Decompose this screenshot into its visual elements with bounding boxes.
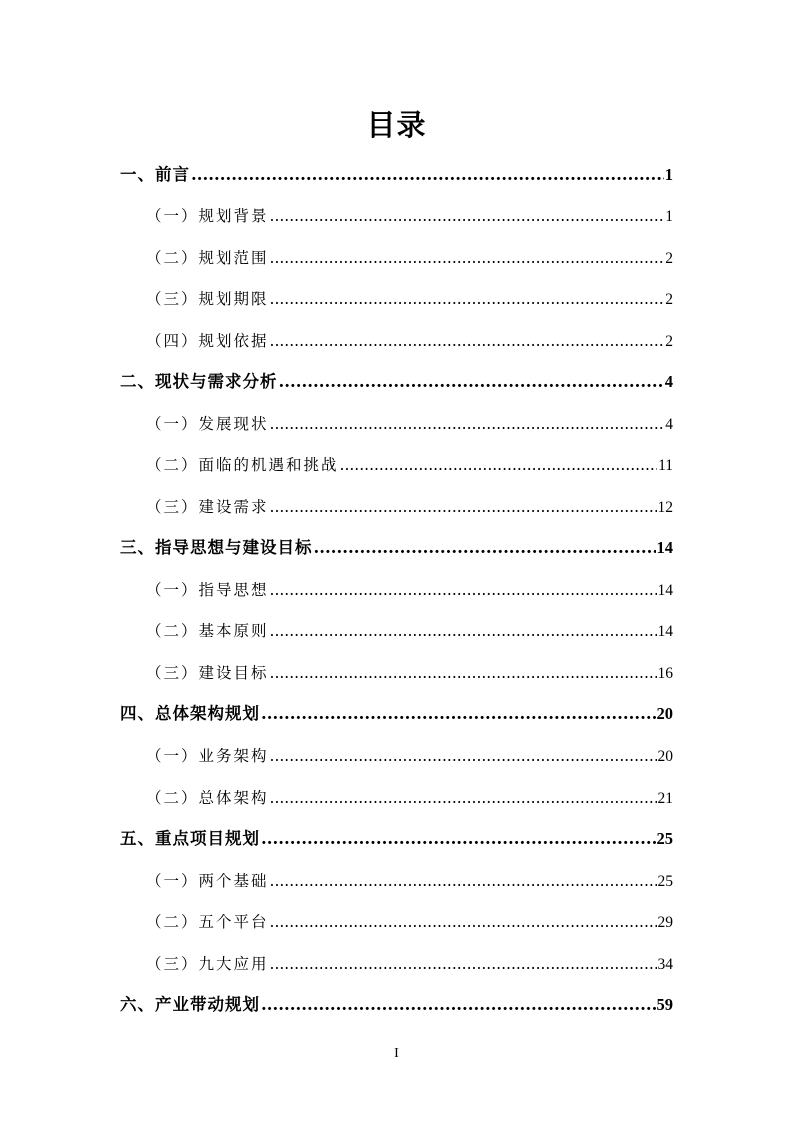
dot-leader: [314, 533, 656, 563]
toc-entry-level2[interactable]: [146, 284, 673, 314]
toc-entry-page: 34: [657, 956, 673, 973]
toc-entry-level2[interactable]: [146, 866, 673, 896]
toc-entry-level2[interactable]: [146, 783, 673, 813]
toc-entry-level2[interactable]: [146, 616, 673, 646]
toc-entry-level1[interactable]: [120, 699, 673, 729]
dot-leader: [279, 367, 664, 397]
toc-entry-label: （二）面临的机遇和挑战: [146, 456, 339, 474]
toc-entry-page: 14: [657, 582, 673, 599]
dot-leader: [270, 492, 657, 522]
dot-leader: [270, 866, 657, 896]
dot-leader: [270, 741, 657, 771]
toc-entry-label: （一）规划背景: [146, 207, 269, 225]
dot-leader: [261, 990, 656, 1020]
toc-entry-level2[interactable]: [146, 492, 673, 522]
toc-entry-page: 2: [665, 333, 673, 350]
toc-entry-level1[interactable]: [120, 160, 673, 190]
toc-entry-page: 16: [657, 665, 673, 682]
toc-entry-label: （一）两个基础: [146, 872, 269, 890]
toc-entry-page: 12: [657, 499, 673, 516]
toc-entry-level1[interactable]: [120, 990, 673, 1020]
dot-leader: [270, 575, 657, 605]
toc-entry-label: （三）规划期限: [146, 290, 269, 308]
toc-entry-label: （三）建设目标: [146, 664, 269, 682]
toc-entry-label: 三、指导思想与建设目标: [120, 538, 313, 557]
dot-leader: [270, 907, 657, 937]
toc-entry-page: 1: [665, 208, 673, 225]
toc-entry-label: （三）九大应用: [146, 955, 269, 973]
toc-entry-page: 25: [657, 873, 673, 890]
toc-entry-page: 1: [664, 165, 673, 184]
toc-entry-page: 29: [657, 914, 673, 931]
toc-entry-level2[interactable]: [146, 243, 673, 273]
toc-entry-page: 20: [657, 748, 673, 765]
dot-leader: [270, 616, 657, 646]
toc-entry-label: （二）基本原则: [146, 622, 269, 640]
toc-entry-page: 4: [664, 372, 673, 391]
dot-leader: [270, 284, 665, 314]
toc-entry-label: 二、现状与需求分析: [120, 372, 278, 391]
toc-entry-page: 21: [657, 790, 673, 807]
toc-entry-label: （一）发展现状: [146, 415, 269, 433]
toc-entry-label: （二）五个平台: [146, 913, 269, 931]
toc-entry-level2[interactable]: [146, 575, 673, 605]
toc-entry-label: （四）规划依据: [146, 332, 269, 350]
dot-leader: [270, 243, 665, 273]
toc-entry-label: （三）建设需求: [146, 498, 269, 516]
dot-leader: [270, 783, 657, 813]
toc-entry-label: （一）业务架构: [146, 747, 269, 765]
toc-entry-label: （二）总体架构: [146, 789, 269, 807]
dot-leader: [270, 201, 665, 231]
toc-entry-level2[interactable]: [146, 326, 673, 356]
dot-leader: [270, 326, 665, 356]
toc-entry-level2[interactable]: [146, 949, 673, 979]
dot-leader: [191, 160, 664, 190]
toc-entry-level2[interactable]: [146, 201, 673, 231]
toc-entry-level2[interactable]: [146, 409, 673, 439]
toc-entry-level2[interactable]: [146, 450, 673, 480]
toc-entry-page: 25: [656, 829, 673, 848]
toc-entry-label: 五、重点项目规划: [120, 829, 260, 848]
dot-leader: [261, 699, 656, 729]
toc-entry-page: 14: [656, 538, 673, 557]
dot-leader: [340, 450, 658, 480]
toc-entry-level1[interactable]: [120, 824, 673, 854]
dot-leader: [270, 949, 657, 979]
toc-entry-page: 20: [656, 704, 673, 723]
toc-entry-label: （一）指导思想: [146, 581, 269, 599]
toc-entry-page: 11: [658, 457, 673, 474]
toc-entry-label: 四、总体架构规划: [120, 704, 260, 723]
toc-entry-level2[interactable]: [146, 741, 673, 771]
toc-entry-label: （二）规划范围: [146, 249, 269, 267]
toc-entry-page: 2: [665, 291, 673, 308]
toc-entry-level2[interactable]: [146, 658, 673, 688]
page-number-footer: I: [394, 1046, 399, 1061]
toc-entry-level1[interactable]: [120, 367, 673, 397]
toc-entry-label: 六、产业带动规划: [120, 995, 260, 1014]
dot-leader: [261, 824, 656, 854]
toc-entry-page: 2: [665, 250, 673, 267]
dot-leader: [270, 658, 657, 688]
toc-entry-page: 4: [665, 416, 673, 433]
toc-entry-page: 59: [656, 995, 673, 1014]
toc-entry-level1[interactable]: [120, 533, 673, 563]
toc-entry-level2[interactable]: [146, 907, 673, 937]
toc-title: 目录: [366, 108, 427, 142]
toc-entry-label: 一、前言: [120, 165, 190, 184]
toc-entry-page: 14: [657, 623, 673, 640]
dot-leader: [270, 409, 665, 439]
